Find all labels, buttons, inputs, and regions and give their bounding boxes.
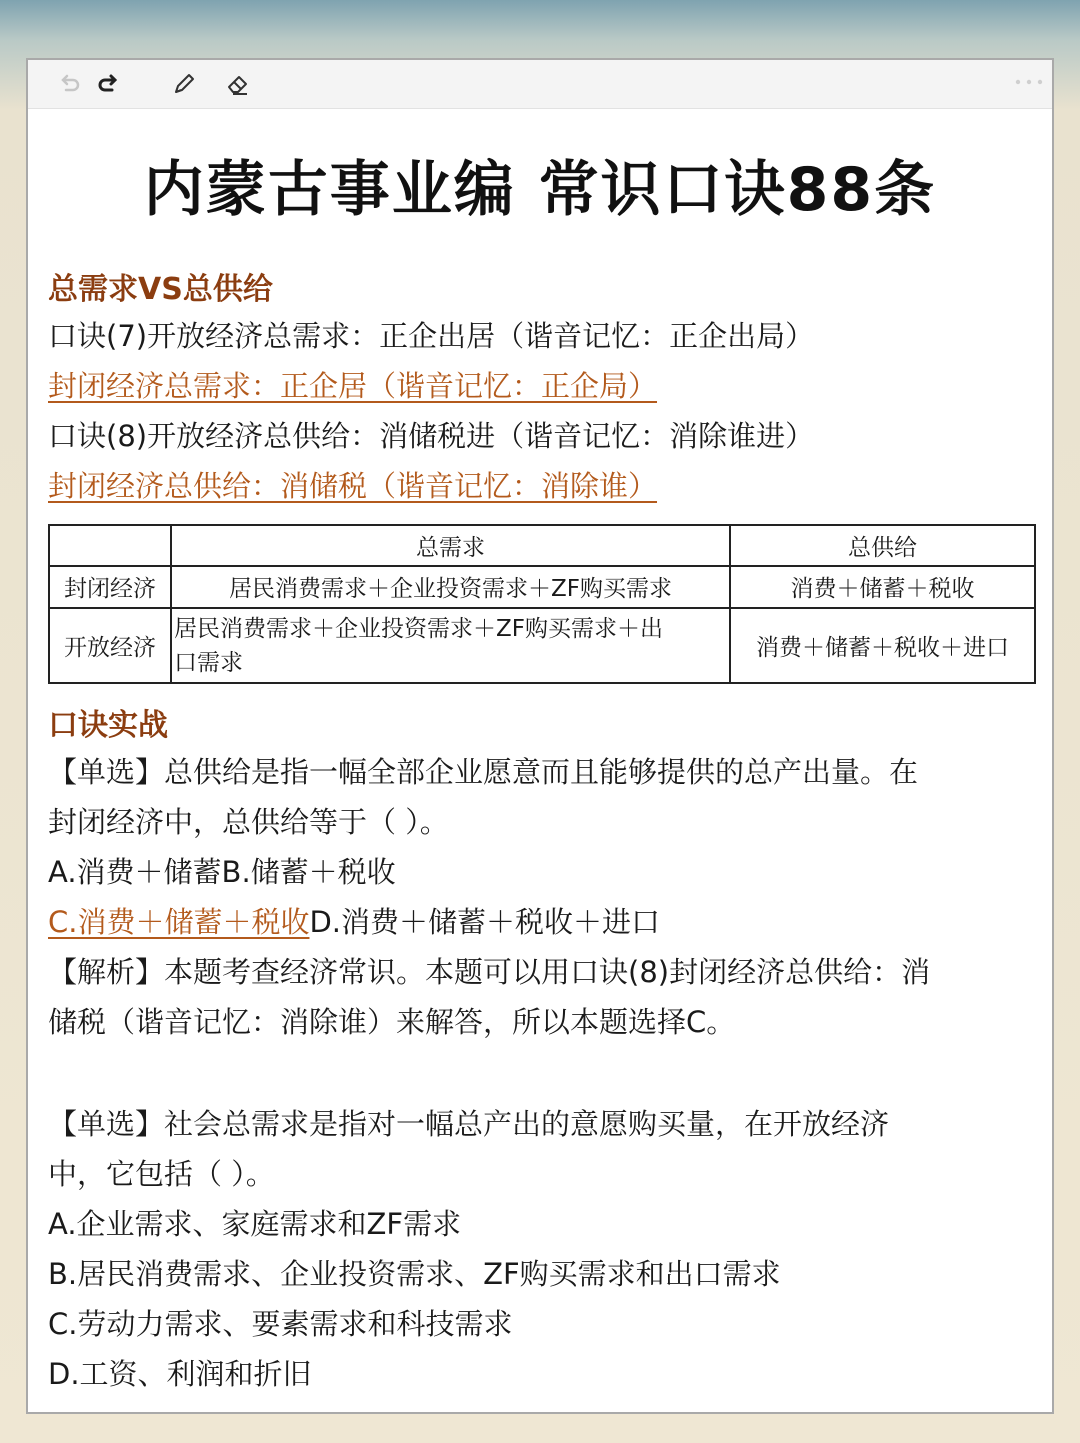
question-1-analysis-cont: 储税（谐音记忆：消除谁）来解答，所以本题选择C。 bbox=[48, 1005, 736, 1039]
question-2-option-a: A.企业需求、家庭需求和ZF需求 bbox=[48, 1207, 462, 1241]
row-label: 开放经济 bbox=[49, 608, 171, 683]
pencil-icon[interactable] bbox=[170, 70, 198, 98]
table-header-cell: 总供给 bbox=[730, 525, 1035, 566]
question-1-stem: 【单选】总供给是指一幅全部企业愿意而且能够提供的总产出量。在 bbox=[48, 755, 919, 789]
table-header-cell: 总需求 bbox=[171, 525, 730, 566]
demand-cell-line: 口需求 bbox=[174, 649, 243, 676]
demand-cell bbox=[171, 608, 730, 683]
question-1-options-ab: A.消费＋储蓄B.储蓄＋税收 bbox=[48, 855, 396, 889]
undo-icon[interactable] bbox=[56, 70, 84, 98]
mnemonic-7-closed: 封闭经济总需求：正企居（谐音记忆：正企局） bbox=[48, 369, 658, 403]
mnemonic-7-open: 口诀(7)开放经济总需求：正企出居（谐音记忆：正企出局） bbox=[48, 319, 815, 353]
demand-cell-line: 居民消费需求＋企业投资需求＋ZF购买需求＋出 bbox=[174, 615, 663, 642]
question-2-option-b: B.居民消费需求、企业投资需求、ZF购买需求和出口需求 bbox=[48, 1257, 781, 1291]
row-label: 封闭经济 bbox=[49, 566, 171, 609]
correct-answer: C.消费＋储蓄＋税收 bbox=[48, 905, 310, 939]
mnemonic-8-closed: 封闭经济总供给：消储税（谐音记忆：消除谁） bbox=[48, 469, 658, 503]
question-2-option-c: C.劳动力需求、要素需求和科技需求 bbox=[48, 1307, 513, 1341]
supply-cell: 消费＋储蓄＋税收＋进口 bbox=[730, 608, 1035, 683]
more-dots-icon[interactable] bbox=[1012, 70, 1046, 94]
table-header-row bbox=[49, 525, 1035, 566]
section-heading-demand-supply: 总需求VS总供给 bbox=[48, 272, 273, 307]
question-2-option-d: D.工资、利润和折旧 bbox=[48, 1357, 312, 1391]
page-title: 内蒙古事业编 常识口诀88条 bbox=[143, 155, 937, 225]
demand-cell: 居民消费需求＋企业投资需求＋ZF购买需求 bbox=[171, 566, 730, 609]
redo-icon[interactable] bbox=[94, 70, 122, 98]
mnemonic-8-open: 口诀(8)开放经济总供给：消储税进（谐音记忆：消除谁进） bbox=[48, 419, 815, 453]
question-1-options-cd bbox=[48, 900, 660, 941]
question-1-stem-cont: 封闭经济中，总供给等于（ ）。 bbox=[48, 805, 449, 839]
note-sheet bbox=[26, 58, 1054, 1414]
question-2-stem: 【单选】社会总需求是指对一幅总产出的意愿购买量，在开放经济 bbox=[48, 1107, 890, 1141]
option-d: D.消费＋储蓄＋税收＋进口 bbox=[309, 905, 661, 939]
summary-table bbox=[48, 524, 1036, 684]
table-row bbox=[49, 566, 1035, 609]
question-2-stem-cont: 中，它包括（ ）。 bbox=[48, 1157, 275, 1191]
section-heading-practice: 口诀实战 bbox=[48, 708, 168, 743]
eraser-icon[interactable] bbox=[224, 70, 252, 98]
question-1-analysis: 【解析】本题考查经济常识。本题可以用口诀(8)封闭经济总供给：消 bbox=[48, 955, 931, 989]
supply-cell: 消费＋储蓄＋税收 bbox=[730, 566, 1035, 609]
table-header-cell bbox=[49, 525, 171, 566]
toolbar bbox=[28, 60, 1052, 109]
table-row bbox=[49, 608, 1035, 683]
